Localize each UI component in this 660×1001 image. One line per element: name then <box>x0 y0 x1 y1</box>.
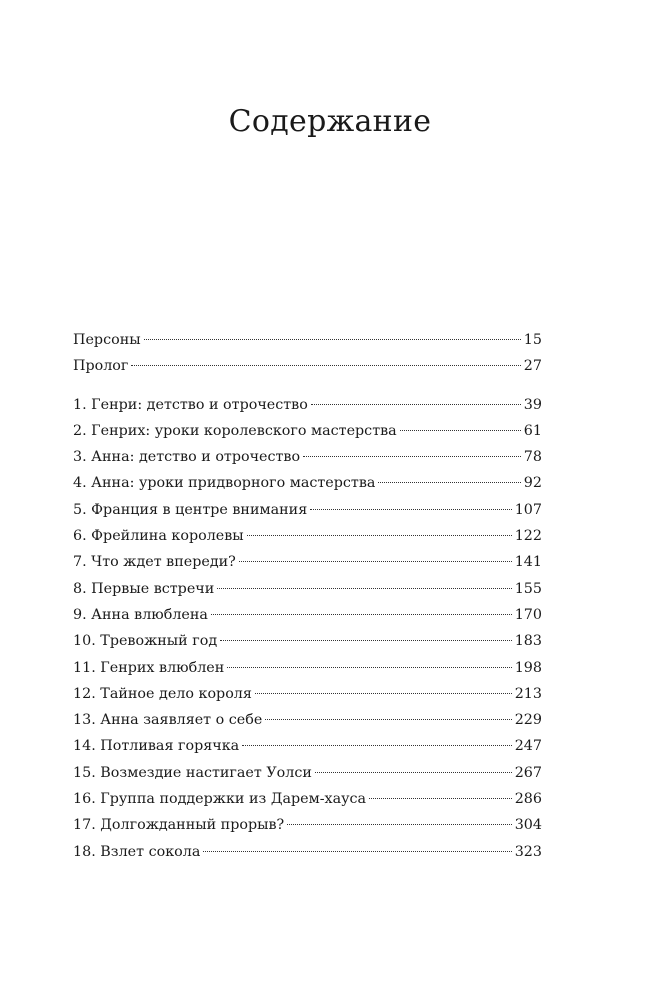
toc-entry-label: 2. Генрих: уроки королевского мастерства <box>73 422 397 439</box>
dot-leader <box>311 403 521 405</box>
dot-leader <box>144 338 521 340</box>
toc-entry-page: 15 <box>523 332 542 348</box>
toc-entry-page: 198 <box>514 659 542 676</box>
dot-leader <box>255 692 512 694</box>
dot-leader <box>378 481 520 483</box>
toc-entry-label: 1. Генри: детство и отрочество <box>73 396 308 413</box>
toc-entry-label: 5. Франция в центре внимания <box>73 501 308 518</box>
toc-entry-chapter-1 <box>73 392 542 418</box>
dot-leader <box>203 850 511 852</box>
toc-entry-label: 16. Группа поддержки из Дарем-хауса <box>73 791 367 808</box>
toc-entry-label: 15. Возмездие настигает Уолси <box>73 764 312 781</box>
toc-entry-page: 183 <box>514 633 542 650</box>
toc-entry-chapter-11 <box>73 655 542 681</box>
toc-entry-label: 11. Генрих влюблен <box>73 659 225 676</box>
toc-entry-chapter-13 <box>73 707 542 733</box>
toc-entry-chapter-9 <box>73 602 542 628</box>
toc-entry-page: 27 <box>523 358 542 375</box>
toc-entry-page: 39 <box>523 396 542 413</box>
toc-entry-chapter-8 <box>73 576 542 602</box>
dot-leader <box>131 364 520 366</box>
toc-entry-chapter-18 <box>73 839 542 865</box>
toc-entry-chapter-6 <box>73 523 542 549</box>
toc-entry-chapter-7 <box>73 549 542 575</box>
toc-entry-label: 3. Анна: детство и отрочество <box>73 449 301 466</box>
toc-entry-page: 323 <box>514 843 542 860</box>
toc-entry-label: 6. Фрейлина королевы <box>73 528 244 545</box>
dot-leader <box>400 429 521 431</box>
toc-entry-page: 286 <box>514 791 542 808</box>
toc-entry-page: 78 <box>523 449 542 466</box>
dot-leader <box>217 587 511 589</box>
toc-entry-label: 7. Что ждет впереди? <box>73 554 236 571</box>
toc-entry-chapter-2 <box>73 418 542 444</box>
dot-leader <box>211 613 512 615</box>
dot-leader <box>315 771 512 773</box>
table-of-contents <box>73 327 542 865</box>
toc-entry-label: 17. Долгожданный прорыв? <box>73 817 285 834</box>
toc-entry-page: 247 <box>514 738 542 755</box>
toc-entry-page: 213 <box>514 685 542 702</box>
dot-leader <box>247 534 512 536</box>
page-title: Содержание <box>228 104 432 139</box>
toc-entry-page: 155 <box>514 580 542 597</box>
toc-entry-persons <box>73 327 542 353</box>
dot-leader <box>287 823 511 825</box>
toc-entry-page: 61 <box>523 422 542 439</box>
toc-entry-chapter-10 <box>73 628 542 654</box>
toc-entry-page: 122 <box>514 528 542 545</box>
toc-entry-label: 13. Анна заявляет о себе <box>73 712 263 729</box>
toc-entry-label: 12. Тайное дело короля <box>73 685 252 702</box>
toc-entry-page: 229 <box>514 712 542 729</box>
toc-entry-chapter-17 <box>73 812 542 838</box>
dot-leader <box>310 508 511 510</box>
toc-entry-label: 10. Тревожный год <box>73 633 218 650</box>
toc-entry-label: Персоны <box>73 332 141 348</box>
toc-entry-chapter-16 <box>73 786 542 812</box>
toc-entry-page: 107 <box>514 501 542 518</box>
toc-entry-label: 8. Первые встречи <box>73 580 215 597</box>
toc-entry-chapter-4 <box>73 470 542 496</box>
toc-entry-label: 14. Потливая горячка <box>73 738 240 755</box>
toc-entry-chapter-14 <box>73 733 542 759</box>
toc-entry-chapter-12 <box>73 681 542 707</box>
toc-entry-chapter-5 <box>73 497 542 523</box>
toc-entry-chapter-15 <box>73 760 542 786</box>
dot-leader <box>369 797 512 799</box>
dot-leader <box>303 455 521 457</box>
dot-leader <box>265 718 511 720</box>
toc-entry-page: 92 <box>523 475 542 492</box>
toc-entry-label: Пролог <box>73 358 129 375</box>
toc-entry-label: 18. Взлет сокола <box>73 843 201 860</box>
toc-entry-chapter-3 <box>73 444 542 470</box>
dot-leader <box>239 560 512 562</box>
dot-leader <box>220 639 512 641</box>
toc-entry-prologue <box>73 353 542 379</box>
dot-leader <box>242 744 512 746</box>
toc-entry-label: 4. Анна: уроки придворного мастерства <box>73 475 376 492</box>
toc-entry-page: 170 <box>514 606 542 623</box>
toc-entry-page: 267 <box>514 764 542 781</box>
toc-entry-label: 9. Анна влюблена <box>73 606 208 623</box>
toc-entry-page: 141 <box>514 554 542 571</box>
toc-entry-page: 304 <box>514 817 542 834</box>
dot-leader <box>227 666 511 668</box>
